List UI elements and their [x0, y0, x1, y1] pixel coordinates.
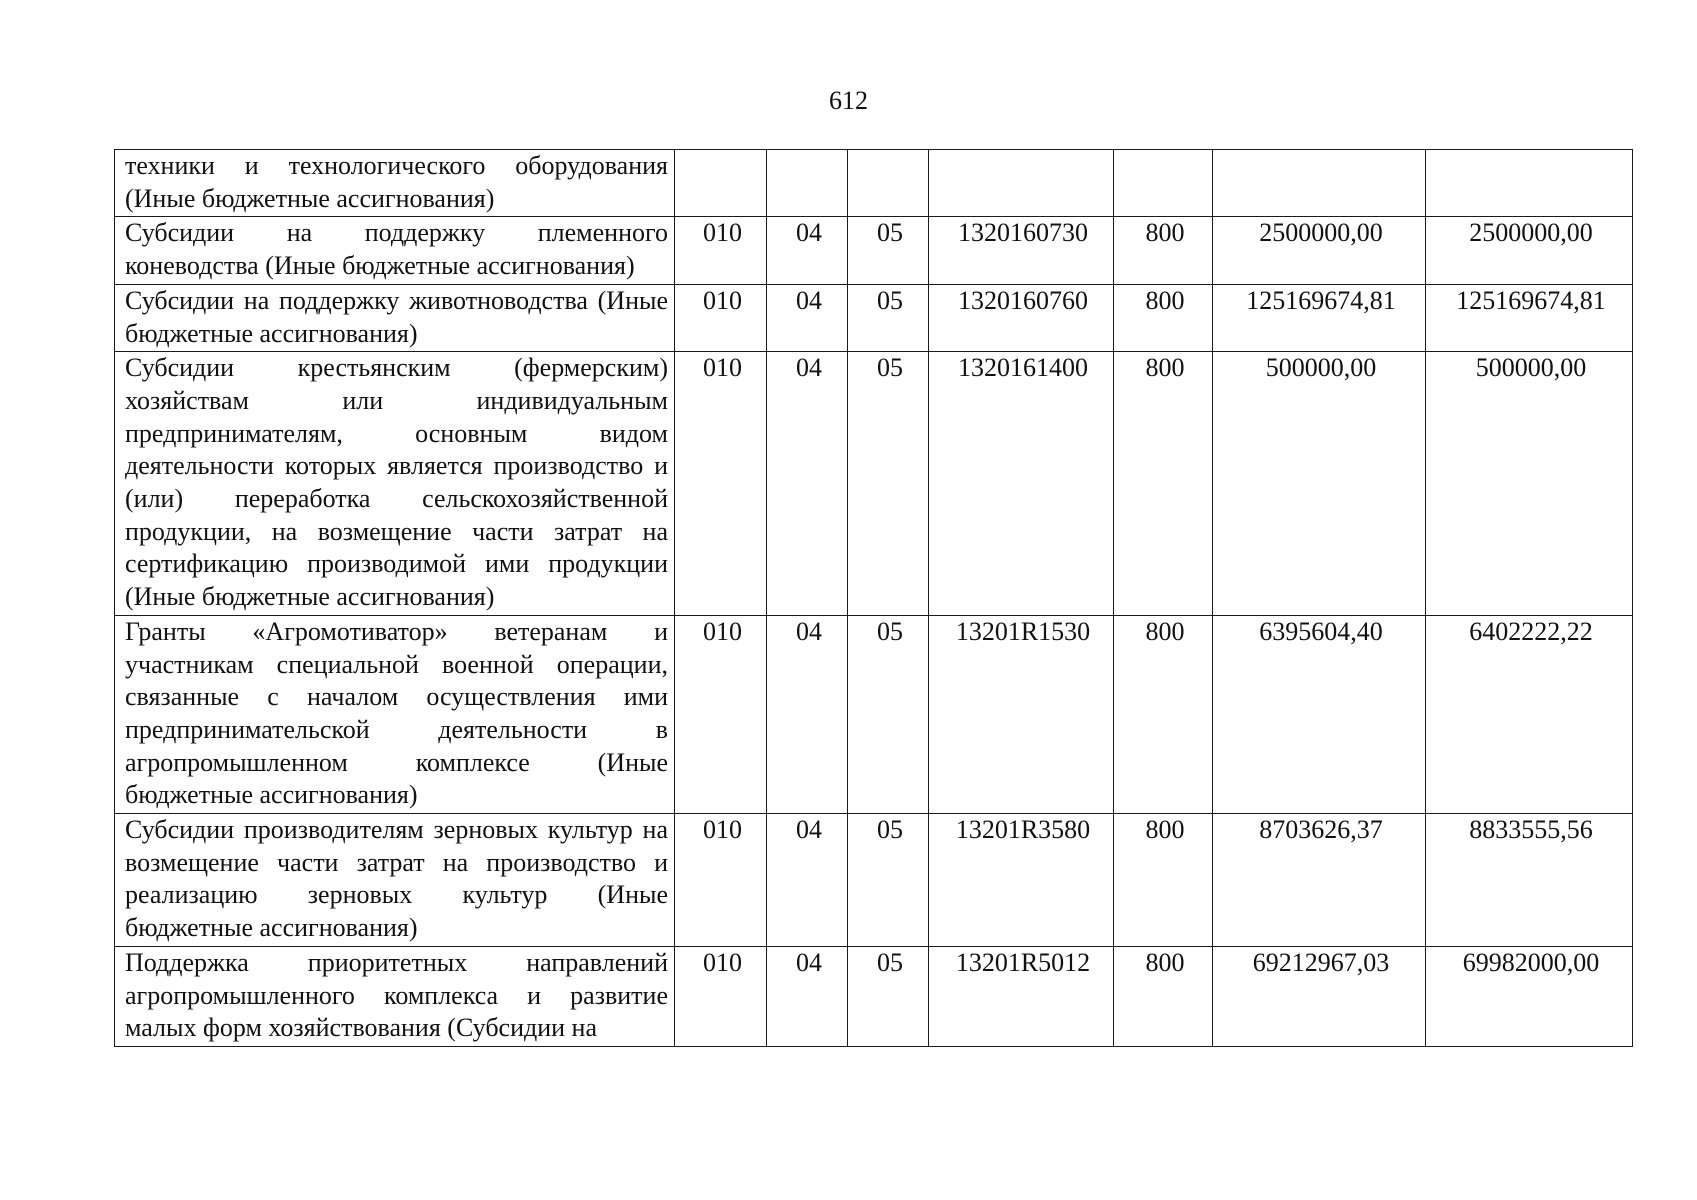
ministry-code: 010: [675, 946, 767, 1046]
target-article-code: 1320161400: [929, 352, 1114, 616]
subsection-code: [848, 150, 929, 217]
ministry-code: 010: [675, 814, 767, 947]
ministry-code: 010: [675, 615, 767, 813]
subsection-code: 05: [848, 217, 929, 284]
expense-type-code: 800: [1114, 814, 1213, 947]
budget-table: [114, 149, 1633, 1047]
amount-year2: [1426, 150, 1633, 217]
row-description: Субсидии производителям зерновых культур на возмещение части затрат на производство и реализацию зерновых культур (Иные бюджетные ассигнования): [115, 814, 675, 947]
table-row: [115, 615, 1633, 813]
amount-year2: 2500000,00: [1426, 217, 1633, 284]
table-row: [115, 217, 1633, 284]
expense-type-code: 800: [1114, 352, 1213, 616]
section-code: 04: [767, 946, 848, 1046]
amount-year2: 125169674,81: [1426, 284, 1633, 351]
subsection-code: 05: [848, 352, 929, 616]
subsection-code: 05: [848, 814, 929, 947]
amount-year1: 500000,00: [1213, 352, 1426, 616]
expense-type-code: 800: [1114, 946, 1213, 1046]
table-row: [115, 814, 1633, 947]
ministry-code: [675, 150, 767, 217]
row-description: Субсидии крестьянским (фермерским) хозяйствам или индивидуальным предпринимателям, основным видом деятельности которых является производство и (или) переработка сельскохозяйственной продукции, на возмещение части затрат на сертификацию производимой ими продукции (Иные бюджетные ассигнования): [115, 352, 675, 616]
section-code: [767, 150, 848, 217]
amount-year1: 6395604,40: [1213, 615, 1426, 813]
amount-year2: 500000,00: [1426, 352, 1633, 616]
amount-year2: 69982000,00: [1426, 946, 1633, 1046]
section-code: 04: [767, 352, 848, 616]
table-row: [115, 352, 1633, 616]
subsection-code: 05: [848, 284, 929, 351]
amount-year1: 125169674,81: [1213, 284, 1426, 351]
target-article-code: 13201R1530: [929, 615, 1114, 813]
page-number: 612: [829, 86, 868, 115]
amount-year1: 8703626,37: [1213, 814, 1426, 947]
amount-year1: 2500000,00: [1213, 217, 1426, 284]
row-description: Субсидии на поддержку племенного коневодства (Иные бюджетные ассигнования): [115, 217, 675, 284]
target-article-code: 1320160760: [929, 284, 1114, 351]
expense-type-code: 800: [1114, 217, 1213, 284]
target-article-code: 1320160730: [929, 217, 1114, 284]
section-code: 04: [767, 217, 848, 284]
target-article-code: 13201R3580: [929, 814, 1114, 947]
ministry-code: 010: [675, 352, 767, 616]
amount-year1: 69212967,03: [1213, 946, 1426, 1046]
amount-year1: [1213, 150, 1426, 217]
section-code: 04: [767, 814, 848, 947]
expense-type-code: 800: [1114, 615, 1213, 813]
ministry-code: 010: [675, 217, 767, 284]
table-row: [115, 284, 1633, 351]
ministry-code: 010: [675, 284, 767, 351]
amount-year2: 8833555,56: [1426, 814, 1633, 947]
subsection-code: 05: [848, 615, 929, 813]
target-article-code: [929, 150, 1114, 217]
row-description: техники и технологического оборудования (Иные бюджетные ассигнования): [115, 150, 675, 217]
table-row: [115, 946, 1633, 1046]
section-code: 04: [767, 615, 848, 813]
section-code: 04: [767, 284, 848, 351]
row-description: Субсидии на поддержку животноводства (Иные бюджетные ассигнования): [115, 284, 675, 351]
row-description: Гранты «Агромотиватор» ветеранам и участникам специальной военной операции, связанные с началом осуществления ими предпринимательской деятельности в агропромышленном комплексе (Иные бюджетные ассигнования): [115, 615, 675, 813]
amount-year2: 6402222,22: [1426, 615, 1633, 813]
table-row: [115, 150, 1633, 217]
target-article-code: 13201R5012: [929, 946, 1114, 1046]
row-description: Поддержка приоритетных направлений агропромышленного комплекса и развитие малых форм хозяйствования (Субсидии на: [115, 946, 675, 1046]
expense-type-code: [1114, 150, 1213, 217]
subsection-code: 05: [848, 946, 929, 1046]
expense-type-code: 800: [1114, 284, 1213, 351]
